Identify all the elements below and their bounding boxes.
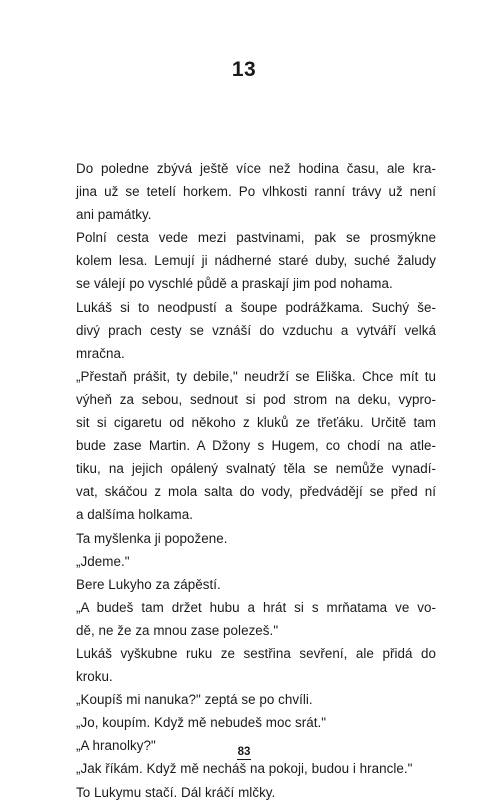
page-number: 83 [237,746,251,758]
text-line: „Jak říkám. Když mě necháš na pokoji, budou i hrancle." [76,761,413,777]
text-line: se válejí po vyschlé půdě a praskají jim pod nohama. [76,276,393,292]
text-line: Do poledne zbývá ještě více než hodina času, ale kra- [76,161,436,176]
text-line: kroku. [76,669,113,685]
text-line: mračna. [76,345,125,361]
text-line: výheň za sebou, sednout si pod strom na deku, vypro- [76,391,436,407]
chapter-body-text [76,157,436,804]
text-line: „Jdeme." [76,553,130,569]
text-line: „Jo, koupím. Když mě nebudeš moc srát." [76,715,327,731]
text-line: tiku, na jejich opálený svalnatý těla se nemůže vynadí- [76,461,436,477]
chapter-number: 13 [231,58,257,81]
text-line: dě, ne že za mnou zase polezeš." [76,622,279,638]
text-line: „A budeš tam držet hubu a hrát si s mrňatama ve vo- [76,599,436,615]
text-line: Ta myšlenka ji popožene. [76,530,228,546]
text-line: vat, skáčou z mola salta do vody, předvádějí se před ní [76,484,436,500]
page-number-container [0,742,488,760]
text-line: „Přestaň prášit, ty debile," neudrží se Eliška. Chce mít tu [76,368,436,384]
text-line: „A hranolky?" [76,738,156,754]
text-line: bude zase Martin. A Džony s Hugem, co chodí na atle- [76,438,436,454]
text-line: Lukáš si to neodpustí a šoupe podrážkama. Suchý še- [76,299,436,315]
text-line: a dalšíma holkama. [76,507,194,523]
text-line: divý prach cesty se vznáší do vzduchu a vytváří velká [76,322,436,338]
text-line: Lukáš vyškubne ruku ze sestřina sevření, ale přidá do [76,645,436,661]
text-line: Polní cesta vede mezi pastvinami, pak se prosmýkne [76,230,436,246]
text-line: kolem lesa. Lemují ji nádherné staré duby, suché žaludy [76,253,436,269]
text-line: Bere Lukyho za zápěstí. [76,576,221,592]
text-line: sit si cigaretu od někoho z kluků ze třeťáku. Určitě tam [76,415,436,431]
text-line: jina už se tetelí horkem. Po vlhkosti ranní trávy už není [76,184,436,200]
text-line: ani památky. [76,207,152,223]
text-line: To Lukymu stačí. Dál kráčí mlčky. [76,784,276,800]
text-line: „Koupíš mi nanuka?" zeptá se po chvíli. [76,692,313,708]
